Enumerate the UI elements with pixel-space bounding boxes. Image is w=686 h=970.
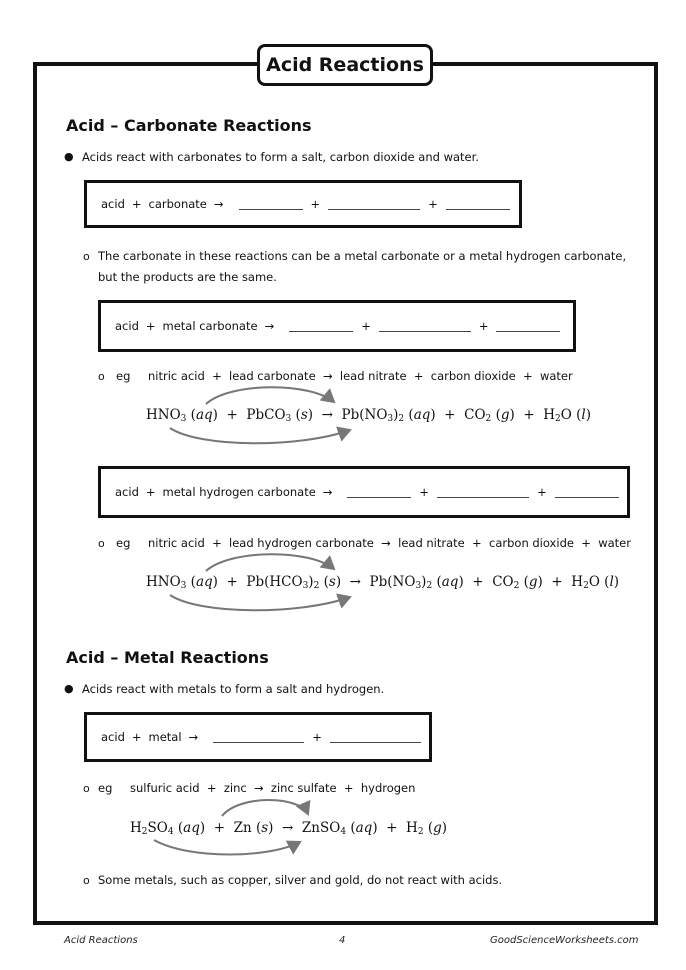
arc-arrow-top <box>222 800 308 816</box>
section-heading-metal: Acid – Metal Reactions <box>66 648 269 667</box>
eq-term: carbonate <box>148 197 207 211</box>
example-word-equation: nitric acid + lead carbonate → lead nitrate + carbon dioxide + water <box>148 369 573 383</box>
eq-term: metal <box>148 730 182 744</box>
page-title: Acid Reactions <box>257 44 433 86</box>
chemical-equation-3: $H_2SO_4$ (aq) + Zn (s) → ZnSO$_4$ $(aq) + H_2$ (g) <box>130 820 448 837</box>
sub-bullet-icon: o <box>83 782 90 795</box>
note-text: The carbonate in these reactions can be a metal carbonate or a metal hydrogen carbonate, <box>98 249 627 263</box>
eq-term: acid <box>101 730 125 744</box>
answer-blank[interactable] <box>437 496 529 498</box>
sub-bullet-icon: o <box>98 537 105 550</box>
bullet-icon: ● <box>64 682 74 695</box>
page-number: 4 <box>339 935 346 946</box>
eq-term: metal hydrogen carbonate <box>162 485 316 499</box>
sub-bullet-icon: o <box>98 370 105 383</box>
footer-title: Acid Reactions <box>64 935 138 946</box>
answer-blank[interactable] <box>289 330 353 332</box>
answer-blank[interactable] <box>555 496 619 498</box>
eg-label: eg <box>98 781 113 795</box>
eq-term: acid <box>115 485 139 499</box>
plus-sign: + <box>419 485 430 499</box>
arrow-icon: → <box>322 485 333 499</box>
plus-sign: + <box>361 319 371 333</box>
footer-website[interactable]: GoodScienceWorksheets.com <box>490 935 639 946</box>
note-text-cont: but the products are the same. <box>98 270 277 284</box>
word-equation-box-metal <box>84 712 432 762</box>
answer-blank[interactable] <box>347 496 411 498</box>
plus-sign: + <box>478 319 489 333</box>
arc-arrow-bottom <box>170 595 350 610</box>
plus-sign: + <box>131 730 142 744</box>
answer-blank[interactable] <box>328 208 420 210</box>
plus-sign: + <box>428 197 438 211</box>
example-word-equation: sulfuric acid + zinc → zinc sulfate + hydrogen <box>130 781 416 795</box>
eg-label: eg <box>116 536 131 550</box>
plus-sign: + <box>312 730 322 744</box>
eg-label: eg <box>116 369 131 383</box>
example-word-equation: nitric acid + lead hydrogen carbonate → lead nitrate + carbon dioxide + water <box>148 536 631 550</box>
chemical-equation-1: $HNO_3$ (aq) + PbCO$_3$ $(s) \to Pb(NO_3)_2$ $(aq) + CO_2$ $(g) + H_2O$ (l) <box>146 407 592 424</box>
arc-arrow-bottom <box>154 840 300 855</box>
arrow-icon: → <box>213 197 224 211</box>
arrow-icon: → <box>264 319 275 333</box>
plus-sign: + <box>537 485 547 499</box>
section-heading-carbonate: Acid – Carbonate Reactions <box>66 116 312 135</box>
bullet-text: Acids react with carbonates to form a salt, carbon dioxide and water. <box>82 150 479 164</box>
arrow-icon: → <box>188 730 199 744</box>
eq-term: acid <box>101 197 125 211</box>
bullet-text: Acids react with metals to form a salt and hydrogen. <box>82 682 385 696</box>
arc-arrow-top <box>206 387 334 404</box>
plus-sign: + <box>131 197 142 211</box>
answer-blank[interactable] <box>496 330 560 332</box>
eq-term: metal carbonate <box>162 319 258 333</box>
answer-blank[interactable] <box>330 741 421 743</box>
word-equation-box-hydrogen-carbonate <box>98 466 630 518</box>
plus-sign: + <box>310 197 321 211</box>
answer-blank[interactable] <box>379 330 471 332</box>
answer-blank[interactable] <box>446 208 510 210</box>
plus-sign: + <box>145 485 156 499</box>
answer-blank[interactable] <box>239 208 303 210</box>
sub-bullet-icon: o <box>83 250 90 263</box>
arc-arrow-bottom <box>170 428 350 443</box>
word-equation-box-metal-carbonate <box>98 300 576 352</box>
eq-term: acid <box>115 319 139 333</box>
note-text: Some metals, such as copper, silver and gold, do not react with acids. <box>98 873 503 887</box>
chemical-equation-2: $HNO_3$ $(aq) + Pb(HCO_3)_2$ $(s) \to Pb(NO_3)_2$ $(aq) + CO_2$ $(g) + H_2O$ (l) <box>146 574 620 591</box>
bullet-icon: ● <box>64 150 74 163</box>
sub-bullet-icon: o <box>83 874 90 887</box>
answer-blank[interactable] <box>213 741 304 743</box>
arc-arrow-top <box>206 554 334 571</box>
plus-sign: + <box>145 319 156 333</box>
word-equation-box <box>84 180 522 228</box>
